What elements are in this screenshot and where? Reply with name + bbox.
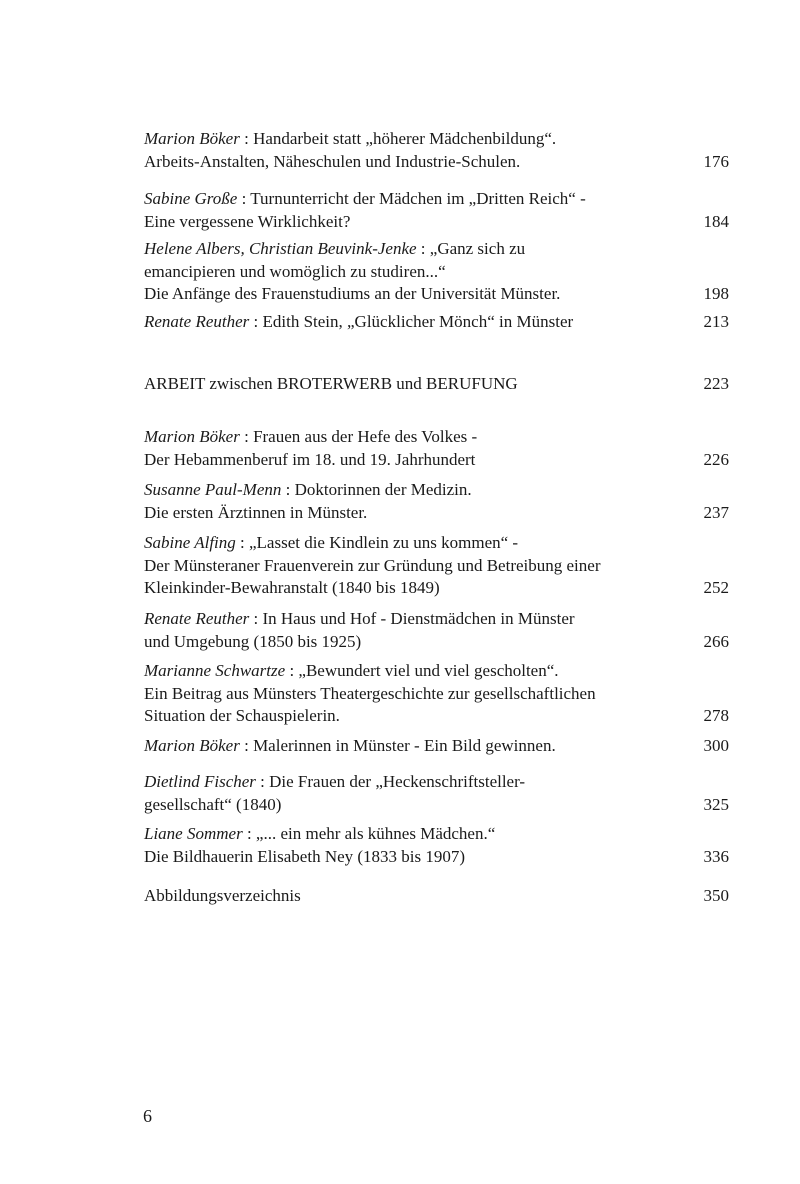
- toc-entry: [144, 660, 729, 728]
- toc-entry-title: : „Lasset die Kindlein zu uns kommen“ -: [235, 533, 519, 552]
- toc-entry: [144, 128, 729, 173]
- toc-entry-line: Kleinkinder-Bewahranstalt (1840 bis 1849): [144, 578, 440, 597]
- toc-entry-line: Eine vergessene Wirklichkeit?: [144, 211, 351, 231]
- toc-entry-line: [144, 660, 729, 683]
- toc-entry-page: 213: [703, 312, 729, 331]
- toc-entry-author: Renate Reuther: [144, 312, 250, 331]
- toc-entry-line: [144, 532, 729, 555]
- toc-entry-page: 252: [703, 578, 729, 597]
- toc-entry-title: : Doktorinnen der Medizin.: [281, 480, 472, 499]
- toc-entry-title: : „Bewundert viel und viel gescholten“.: [285, 661, 559, 680]
- toc-entry-page: 278: [703, 706, 729, 725]
- toc-entry-page: 226: [703, 449, 729, 469]
- toc-entry-line: Die Bildhauerin Elisabeth Ney (1833 bis 1907): [144, 846, 466, 866]
- toc-entry-line: Die ersten Ärztinnen in Münster.: [144, 502, 368, 522]
- toc-entry-line: [144, 238, 729, 261]
- toc-entry-line: gesellschaft“ (1840): [144, 794, 282, 814]
- toc-entry-title: : Frauen aus der Hefe des Volkes -: [239, 427, 478, 446]
- toc-entry: [144, 608, 729, 653]
- toc-appendix-page: 350: [703, 886, 729, 905]
- toc-entry-author: Marianne Schwartze: [144, 661, 286, 680]
- toc-entry: [144, 311, 729, 334]
- toc-entry-line: und Umgebung (1850 bis 1925): [144, 631, 362, 651]
- page-number: 6: [143, 1106, 152, 1126]
- toc-entry-line: [144, 823, 729, 846]
- toc-entry-line: [144, 128, 729, 151]
- toc-entry-line: emancipieren und womöglich zu studiren...“: [144, 261, 446, 281]
- toc-entry-line: [144, 771, 729, 794]
- toc-entry-title: : Malerinnen in Münster - Ein Bild gewinnen.: [239, 736, 556, 755]
- toc-entry-author: Dietlind Fischer: [144, 772, 256, 791]
- toc-entry-page: 198: [703, 284, 729, 303]
- toc-entry-line: [144, 479, 729, 502]
- toc-entry-title: : Handarbeit statt „höherer Mädchenbildung“.: [239, 129, 557, 148]
- toc-entry-page: 237: [703, 502, 729, 522]
- toc-entry: [144, 735, 729, 758]
- toc-entry-author: Marion Böker: [144, 129, 240, 148]
- toc-entry-author: Sabine Alfing: [144, 533, 236, 552]
- toc-entry-title: : Die Frauen der „Heckenschriftsteller-: [255, 772, 526, 791]
- toc-entry-line: [144, 426, 729, 449]
- toc-entry-page: 266: [703, 631, 729, 651]
- toc-entry: [144, 771, 729, 816]
- toc-entry-title: : Turnunterricht der Mädchen im „Dritten Reich“ -: [237, 189, 586, 208]
- toc-entry-page: 176: [703, 151, 729, 171]
- toc-entry-line: [144, 735, 729, 758]
- toc-entry-page: 325: [703, 794, 729, 814]
- toc-entry-line: [144, 188, 729, 211]
- toc-entry-title: : In Haus und Hof - Dienstmädchen in Münster: [249, 609, 575, 628]
- toc-entry-author: Sabine Große: [144, 189, 238, 208]
- toc-entry: [144, 823, 729, 868]
- toc-entry-line: Die Anfänge des Frauenstudiums an der Universität Münster.: [144, 284, 561, 303]
- toc-entry-title: : „Ganz sich zu: [416, 239, 526, 258]
- toc-entry-author: Liane Sommer: [144, 824, 243, 843]
- toc-section-page: 223: [703, 374, 729, 393]
- toc-entry-page: 336: [703, 846, 729, 866]
- toc-appendix-title: Abbildungsverzeichnis: [144, 886, 301, 905]
- toc-entry-author: Marion Böker: [144, 736, 240, 755]
- toc-entry-line: [144, 311, 729, 334]
- toc-section-title: ARBEIT zwischen BROTERWERB und BERUFUNG: [144, 374, 518, 393]
- toc-entry-author: Helene Albers, Christian Beuvink-Jenke: [144, 239, 417, 258]
- toc-entry-line: Der Münsteraner Frauenverein zur Gründung und Betreibung einer: [144, 555, 601, 575]
- toc-entry: [144, 532, 729, 600]
- toc-entry-author: Marion Böker: [144, 427, 240, 446]
- toc-entry-title: : „... ein mehr als kühnes Mädchen.“: [242, 824, 496, 843]
- toc-entry-page: 184: [703, 211, 729, 231]
- toc-entry: [144, 426, 729, 471]
- toc-entry-line: [144, 608, 729, 631]
- toc-entry: [144, 479, 729, 524]
- toc-entry-author: Susanne Paul-Menn: [144, 480, 282, 499]
- toc-entry: [144, 238, 729, 306]
- toc-entry-line: Ein Beitrag aus Münsters Theatergeschichte zur gesellschaftlichen: [144, 683, 596, 703]
- toc-entry-line: Der Hebammenberuf im 18. und 19. Jahrhundert: [144, 449, 476, 469]
- toc-section-heading: [144, 373, 729, 396]
- toc-entry-line: Situation der Schauspielerin.: [144, 706, 340, 725]
- toc-entry-page: 300: [703, 736, 729, 755]
- toc-entry-author: Renate Reuther: [144, 609, 250, 628]
- toc-entry-title: : Edith Stein, „Glücklicher Mönch“ in Münster: [249, 312, 574, 331]
- toc-entry: [144, 188, 729, 233]
- toc-entry-line: Arbeits-Anstalten, Näheschulen und Industrie-Schulen.: [144, 151, 521, 171]
- toc-appendix: [144, 885, 729, 908]
